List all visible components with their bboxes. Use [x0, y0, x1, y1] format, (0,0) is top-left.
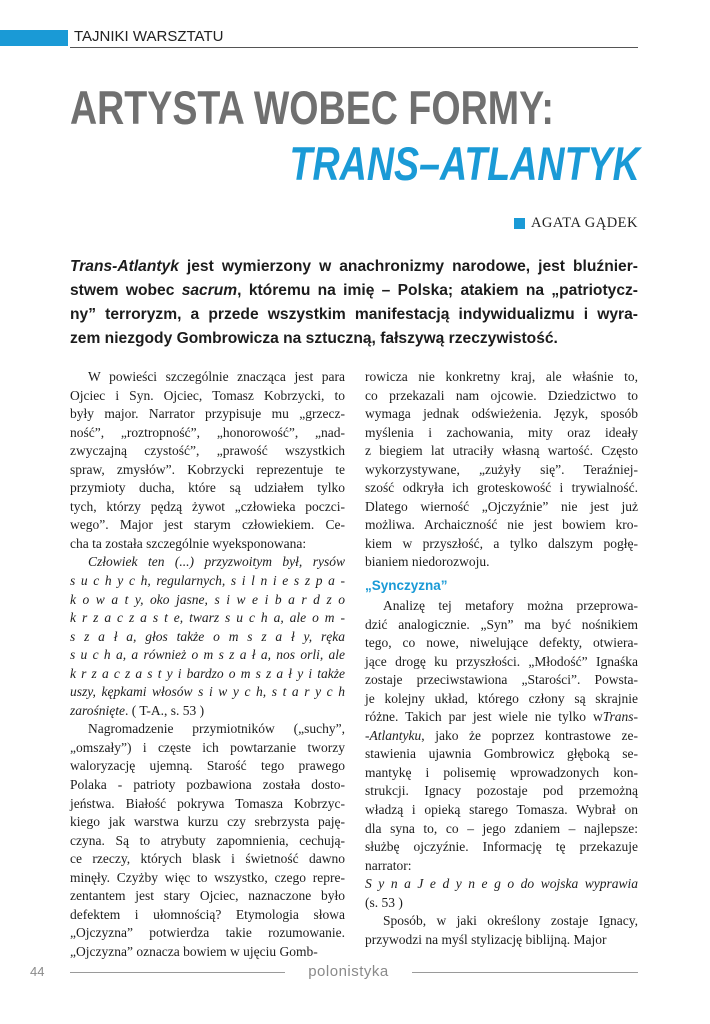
text-run: s u c h a, a również o m s z a ł a, nos orli, ale: [70, 647, 345, 663]
text-line: [70, 553, 345, 572]
text-run: przymioty ducha, które są udziałem tylko: [70, 480, 345, 496]
text-line: [70, 720, 345, 739]
text-line: [365, 671, 638, 690]
text-run: przywodzi na myśl stylizację biblijną. Major: [365, 931, 607, 947]
lead-line: zem niezgody Gombrowicza na sztuczną, fałszywą rzeczywistość.: [70, 330, 558, 347]
text-line: [70, 479, 345, 498]
text-line: [365, 820, 638, 839]
text-run: dzić analogicznie. „Syn” ma być nośnikiem: [365, 616, 638, 632]
text-line: [70, 832, 345, 851]
header-rule: [70, 47, 638, 48]
article-title-line2: TRANS–ATLANTYK: [289, 137, 640, 190]
text-line: [70, 628, 345, 647]
text-line: [365, 708, 638, 727]
text-line: [70, 387, 345, 406]
text-line: [365, 535, 638, 554]
text-line: [70, 943, 345, 962]
left-column: [70, 368, 345, 962]
text-line: [365, 875, 638, 894]
article-title-line1: ARTYSTA WOBEC FORMY:: [70, 81, 554, 134]
text-run: Nagromadzenie przymiotników („suchy”,: [88, 721, 345, 737]
text-line: [70, 887, 345, 906]
lead-line: ny” terroryzm, a przede wszystkim manifestacją indywidualizmu i wyra-: [70, 306, 638, 323]
text-line: [70, 683, 345, 702]
text-line: [70, 757, 345, 776]
text-run: mantykę i polisemię wprowadzonych kon-: [365, 764, 638, 780]
text-line: [365, 857, 638, 876]
text-line: [70, 591, 345, 610]
text-run: (s. 53 ): [365, 894, 403, 910]
text-line: [365, 616, 638, 635]
text-run: cha ta została szczególnie wyeksponowana:: [70, 535, 307, 551]
text-run: „Ojczyzna” oznacza bowiem w ujęciu Gomb-: [70, 943, 318, 959]
text-run: Człowiek ten (...) przyzwoitym był, rysów: [88, 554, 345, 570]
text-run: zentantem jest stary Ojciec, naznaczone było: [70, 888, 345, 904]
lead-line: stwem wobec sacrum, któremu na imię – Polska; atakiem na „patriotycz-: [70, 282, 638, 299]
text-run: były major. Narrator przypisuje mu „grzecz-: [70, 406, 345, 422]
text-run: strukcji. Ignacy pozostaje pod przemożną: [365, 783, 638, 799]
text-run: Trans-: [602, 709, 638, 725]
text-line: [70, 405, 345, 424]
text-run: kiem w przyszłość, a tylko dalszym pogłę-: [365, 535, 638, 551]
text-run: uszy, kępkami włosów s i w y c h, s t a r y c h: [70, 684, 345, 700]
text-run: s u c h y c h, regularnych, s i l n i e s z p a -: [70, 573, 345, 589]
text-line: [365, 553, 638, 572]
text-line: [70, 498, 345, 517]
text-run: , jako że poprzez kontrastowe ze-: [421, 727, 638, 743]
text-line: [70, 795, 345, 814]
text-run: defektem i ułomnością? Etymologia słowa: [70, 906, 345, 922]
text-run: W powieści szczególnie znacząca jest para: [88, 369, 345, 384]
text-line: [365, 727, 638, 746]
text-run: Ojciec i Syn. Ojciec, Tomasz Kobrzycki, to: [70, 387, 345, 403]
text-run: k o w a t y, oko jasne, s i w e i b a r d z o: [70, 591, 345, 607]
text-run: je kolejny układ, którego człony są skrajnie: [365, 690, 638, 706]
text-run: jące drogę ku przyszłości. „Młodość” Ignaśka: [365, 653, 638, 669]
text-line: [365, 690, 638, 709]
text-line: [70, 609, 345, 628]
text-run: zostaje przeciwstawiona „Starości”. Powsta-: [365, 672, 638, 688]
text-run: wykorzystywane, „zużyły się”. Teraźniej-: [365, 461, 638, 477]
footer-rule-left: [70, 972, 285, 973]
text-run: władzą i opieką starego Tomasza. Wybrał on: [365, 802, 638, 818]
text-line: [70, 461, 345, 480]
text-run: ność”, „roztropność”, „honorowość”, „nad-: [70, 424, 345, 440]
subheading-synczyzna: „Synczyzna”: [365, 578, 448, 594]
text-line: [365, 516, 638, 535]
text-run: Sposób, w jaki określony zostaje Ignacy,: [383, 913, 638, 929]
text-line: [70, 368, 345, 387]
text-run: zwyczajną czystość”, „prawość wszystkich: [70, 443, 345, 459]
text-run: k r z a c z a s t y i bardzo o m s z a ł y i także: [70, 665, 345, 681]
text-line: [70, 572, 345, 591]
text-line: [70, 516, 345, 535]
text-run: „Ojczyzna” potwierdza takie rozumowanie.: [70, 925, 345, 941]
section-color-bar: [0, 30, 68, 46]
text-run: dla syna to, co – jego zdaniem – najlepsze:: [365, 820, 638, 836]
text-line: [365, 745, 638, 764]
text-line: [365, 461, 638, 480]
text-line: [365, 894, 638, 913]
text-line: [365, 368, 638, 387]
text-run: rowicza nie konkretny kraj, ale właśnie to,: [365, 369, 638, 384]
text-line: [70, 424, 345, 443]
text-line: [70, 906, 345, 925]
footer-rule-right: [412, 972, 638, 973]
text-run: z biegiem lat utraciły własną wartość. Często: [365, 443, 638, 459]
text-line: [365, 634, 638, 653]
text-line: [70, 646, 345, 665]
text-line: [365, 653, 638, 672]
text-run: szość odkryła ich groteskowość i trywialność.: [365, 480, 638, 496]
text-run: . ( T-A., s. 53 ): [125, 702, 205, 718]
text-line: [70, 869, 345, 888]
text-line: [365, 912, 638, 931]
text-line: [70, 776, 345, 795]
author-name: AGATA GĄDEK: [530, 215, 638, 231]
author-byline: [514, 215, 638, 232]
text-line: [70, 535, 345, 554]
text-run: minęły. Czyżby więc to wszystko, czego repre-: [70, 869, 345, 885]
text-run: spraw, zmysłów”. Kobrzycki reprezentuje te: [70, 461, 345, 477]
text-run: -Atlantyku: [365, 727, 422, 743]
text-run: k r z a c z a s t e, twarz s u c h a, ale o m -: [70, 610, 345, 626]
text-run: Analizę tej metafory można przeprowa-: [383, 598, 638, 614]
text-line: [70, 850, 345, 869]
text-run: „omszały”) i częste ich powtarzanie tworzy: [70, 739, 345, 755]
text-run: zarośnięte: [70, 702, 125, 718]
text-line: [365, 498, 638, 517]
text-line: [365, 801, 638, 820]
author-square-icon: [514, 218, 525, 229]
text-run: tych, którzy pędzą żywot „człowieka poczci-: [70, 498, 345, 514]
text-line: [365, 479, 638, 498]
text-run: możliwa. Archaiczność nie jest bowiem kro-: [365, 517, 638, 533]
text-line: [365, 387, 638, 406]
text-line: [365, 838, 638, 857]
text-run: s z a ł a, głos także o m s z a ł y, ręka: [70, 628, 345, 644]
text-run: myślenia i zachowania, mity oraz ideały: [365, 424, 638, 440]
text-line: [365, 782, 638, 801]
text-line: [70, 702, 345, 721]
text-line: [365, 405, 638, 424]
lead-paragraph: [70, 255, 638, 351]
text-run: ce rzeczy, których blask i świetność dawno: [70, 851, 345, 867]
section-label: TAJNIKI WARSZTATU: [74, 28, 224, 45]
text-line: [365, 931, 638, 950]
text-run: różne. Takich par jest wiele nie tylko w: [365, 709, 603, 725]
magazine-name: polonistyka: [308, 963, 389, 980]
text-run: wego”. Major jest starym człowiekiem. Ce-: [70, 517, 345, 533]
text-run: narrator:: [365, 857, 412, 873]
text-run: Dlatego wierność „Ojczyźnie” nie jest już: [365, 498, 638, 514]
text-line: [365, 442, 638, 461]
text-run: Polaka - patrioty pozbawiona została dosto-: [70, 777, 345, 793]
page-number: 44: [30, 964, 45, 979]
text-run: bianiem niedorozwoju.: [365, 554, 490, 570]
text-run: kiego jak warstwa kurzu czy srebrzysta paję-: [70, 814, 345, 830]
lead-line: Trans-Atlantyk jest wymierzony w anachronizmy narodowe, jest bluźnier-: [70, 258, 638, 275]
text-line: [365, 597, 638, 616]
text-line: [365, 764, 638, 783]
text-line: [70, 813, 345, 832]
text-line: [70, 924, 345, 943]
text-run: czyna. Są to atrybuty zapomnienia, cechują-: [70, 832, 345, 848]
text-run: tego, co nowe, niwelujące defekty, otwiera-: [365, 635, 638, 651]
text-run: co przekazali nam ojcowie. Dziedzictwo to: [365, 387, 638, 403]
text-line: [70, 665, 345, 684]
text-line: [70, 442, 345, 461]
text-line: [365, 424, 638, 443]
text-run: S y n a J e d y n e g o do wojska wyprawia: [365, 876, 638, 892]
text-run: służbę ojczyźnie. Informację tę przekazuje: [365, 839, 638, 855]
text-run: wymaga jednak odświeżenia. Język, sposób: [365, 406, 638, 422]
text-line: [70, 739, 345, 758]
text-run: waloryzację ujemną. Starość tego prawego: [70, 758, 345, 774]
right-column: [365, 368, 638, 949]
text-run: stawienia ujawnia Gombrowicz głęboką se-: [365, 746, 638, 762]
text-run: jeństwa. Białość pokrywa Tomasza Kobrzyc-: [70, 795, 345, 811]
